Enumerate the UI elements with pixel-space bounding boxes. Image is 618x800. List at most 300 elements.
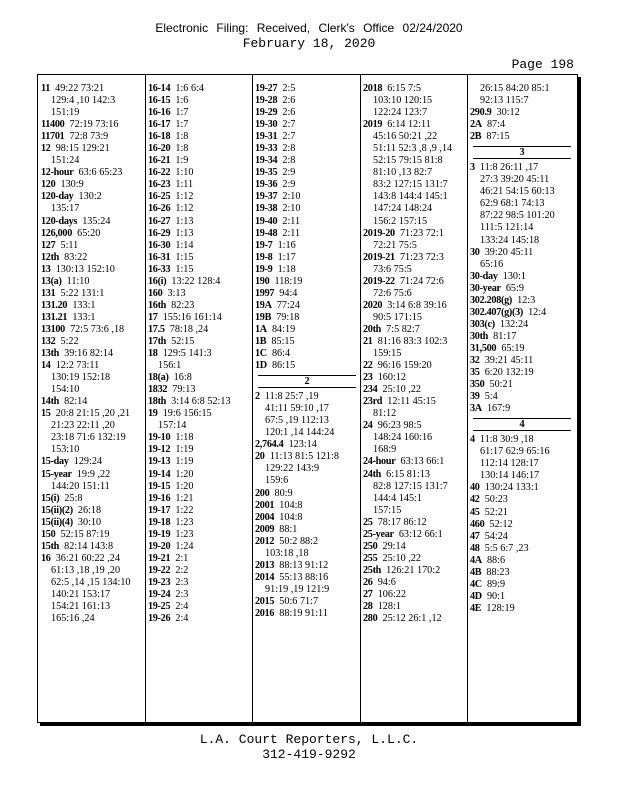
- index-entry: [470, 494, 574, 506]
- index-term: 4A: [470, 554, 482, 566]
- index-term: 3A: [470, 403, 482, 415]
- index-entry-continuation: [363, 131, 466, 143]
- page-line-refs: 25:12 26:1 ,12: [382, 613, 442, 625]
- page-line-refs: 144:4 145:1: [373, 492, 422, 504]
- index-term: 16-29: [148, 227, 171, 239]
- index-term: 27: [363, 588, 373, 600]
- index-entry: [470, 283, 574, 295]
- index-entry: [148, 300, 251, 312]
- index-entry: [255, 512, 359, 524]
- page-line-refs: 135:17: [51, 203, 80, 215]
- page-line-refs: 130:24 133:1: [484, 482, 539, 494]
- page-line-refs: 12:2 73:11: [55, 360, 100, 372]
- index-term: 16-27: [148, 215, 171, 227]
- index-entry: [363, 372, 466, 384]
- page-line-refs: 11:8 26:11 ,17: [479, 162, 539, 174]
- index-entry: [470, 591, 574, 603]
- index-column-1: [41, 83, 142, 718]
- page-line-refs: 1:23: [175, 528, 194, 540]
- page-line-refs: 62:9 68:1 74:13: [480, 198, 545, 210]
- page-line-refs: 96:23 98:5: [377, 420, 422, 432]
- index-entry: [363, 228, 466, 240]
- index-term: 19-40: [255, 215, 278, 227]
- page-line-refs: 61:13 ,18 ,19 ,20: [51, 564, 121, 576]
- page-line-refs: 50:2 88:2: [279, 535, 319, 547]
- index-entry-continuation: [363, 481, 466, 493]
- page-line-refs: 1:6: [175, 95, 189, 107]
- index-entry-continuation: [41, 432, 142, 444]
- page-line-refs: 156:2 157:15: [373, 215, 428, 227]
- index-entry: [148, 216, 251, 228]
- section-header: 3: [473, 146, 571, 159]
- index-term: 19-33: [255, 143, 278, 155]
- page-line-refs: 81:10 ,13 82:7: [373, 167, 433, 179]
- index-entry: [255, 324, 359, 336]
- index-term: 21: [363, 335, 373, 347]
- index-entry: [363, 517, 466, 529]
- index-entry: [148, 276, 251, 288]
- page-line-refs: 65:16: [480, 258, 504, 270]
- index-term: 2B: [470, 131, 482, 143]
- index-entry: [41, 324, 142, 336]
- index-entry: [363, 553, 466, 565]
- index-term: 16-15: [148, 95, 171, 107]
- index-entry-continuation: [470, 235, 574, 247]
- page-line-refs: 23:18 71:6 132:19: [51, 432, 126, 444]
- index-term: 16-25: [148, 191, 171, 203]
- index-entry: [470, 391, 574, 403]
- index-term: 160: [148, 287, 163, 299]
- index-term: 47: [470, 530, 480, 542]
- page-line-refs: 1:15: [175, 263, 194, 275]
- page-line-refs: 3:13: [167, 287, 186, 299]
- index-entry: [470, 519, 574, 531]
- page-line-refs: 3:14 6:8 39:16: [387, 299, 447, 311]
- index-entry: [470, 131, 574, 143]
- page-line-refs: 1:7: [175, 119, 189, 131]
- index-entry: [255, 167, 359, 179]
- page-line-refs: 1:12: [175, 203, 194, 215]
- index-term: 1832: [148, 384, 168, 396]
- page-line-refs: 71:23 72:1: [399, 227, 444, 239]
- index-entry-continuation: [363, 167, 466, 179]
- section-header: 4: [473, 418, 571, 431]
- page-line-refs: 12:4: [528, 306, 547, 318]
- page-line-refs: 26:15 84:20 85:1: [480, 83, 550, 94]
- page-line-refs: 130:1: [502, 270, 526, 282]
- index-term: 19-8: [255, 251, 273, 263]
- index-entry-continuation: [41, 481, 142, 493]
- index-column-3: [255, 83, 359, 718]
- index-entry-continuation: [363, 444, 466, 456]
- index-term: 2: [255, 391, 260, 403]
- page-line-refs: 128:19: [486, 602, 515, 614]
- page-line-refs: 25:10 ,22: [382, 552, 421, 564]
- index-entry: [41, 517, 142, 529]
- reporter-company: L.A. Court Reporters, L.L.C.: [199, 732, 419, 747]
- index-term: 19-15: [148, 480, 171, 492]
- index-entry: [255, 252, 359, 264]
- page-line-refs: 11:13 81:5 121:8: [269, 451, 339, 463]
- index-entry: [41, 276, 142, 288]
- index-term: 131.20: [41, 299, 68, 311]
- index-term: 1B: [255, 335, 267, 347]
- index-term: 20th: [363, 323, 382, 335]
- index-term: 19-29: [255, 107, 278, 119]
- page-line-refs: 130:13 152:10: [55, 263, 115, 275]
- index-term: 18: [148, 348, 158, 360]
- page-line-refs: 6:15 81:13: [386, 468, 431, 480]
- index-term: 19-13: [148, 456, 171, 468]
- index-entry: [255, 500, 359, 512]
- page-line-refs: 1:21: [175, 492, 194, 504]
- index-entry: [470, 543, 574, 555]
- index-entry: [363, 324, 466, 336]
- page-number: Page 198: [511, 57, 574, 72]
- page-line-refs: 12:3: [517, 294, 536, 306]
- page-line-refs: 133:1: [72, 299, 96, 311]
- index-term: 19-7: [255, 239, 273, 251]
- index-term: 18th: [148, 396, 167, 408]
- page-line-refs: 151:24: [51, 155, 80, 167]
- index-term: 19B: [255, 311, 272, 323]
- index-term: 13(a): [41, 275, 62, 287]
- index-entry: [255, 203, 359, 215]
- index-entry: [41, 83, 142, 95]
- page-line-refs: 2:7: [282, 131, 296, 143]
- word-index-box: [37, 74, 578, 723]
- page-line-refs: 88:23: [486, 566, 510, 578]
- page-line-refs: 156:1: [158, 360, 182, 372]
- index-entry: [41, 541, 142, 553]
- page-line-refs: 82:14 143:8: [64, 540, 114, 552]
- page-line-refs: 88:13 91:12: [279, 559, 329, 571]
- column-divider: [467, 75, 468, 722]
- index-entry: [363, 252, 466, 264]
- index-term: 25th: [363, 564, 382, 576]
- index-entry: [148, 505, 251, 517]
- index-entry: [255, 336, 359, 348]
- index-entry-continuation: [41, 107, 142, 119]
- index-entry: [41, 143, 142, 155]
- index-term: 16-22: [148, 167, 171, 179]
- index-entry: [148, 553, 251, 565]
- index-entry: [255, 107, 359, 119]
- index-entry-continuation: [41, 384, 142, 396]
- page-line-refs: 103:18 ,18: [265, 547, 309, 559]
- page-line-refs: 11:8 30:9 ,18: [479, 434, 534, 446]
- index-term: 14th: [41, 396, 60, 408]
- index-term: 19-10: [148, 432, 171, 444]
- index-entry: [41, 336, 142, 348]
- index-term: 18(a): [148, 372, 169, 384]
- index-term: 14: [41, 360, 51, 372]
- index-entry-continuation: [470, 446, 574, 458]
- index-entry: [148, 240, 251, 252]
- page-line-refs: 87:4: [486, 119, 506, 131]
- index-entry: [255, 488, 359, 500]
- page-line-refs: 2:6: [282, 95, 296, 107]
- index-term: 127: [41, 239, 56, 251]
- index-entry: [148, 444, 251, 456]
- page-line-refs: 46:21 54:15 60:13: [480, 186, 555, 198]
- page-line-refs: 91:19 ,19 121:9: [265, 583, 330, 595]
- page-line-refs: 118:19: [274, 275, 303, 287]
- page-line-refs: 72:8 73:9: [69, 131, 109, 143]
- index-entry-continuation: [255, 427, 359, 439]
- page-line-refs: 86:4: [271, 348, 291, 360]
- page-line-refs: 90:1: [486, 590, 506, 602]
- index-entry-continuation: [41, 444, 142, 456]
- index-entry: [470, 319, 574, 331]
- page-line-refs: 112:14 128:17: [480, 458, 539, 470]
- index-term: 2004: [255, 511, 275, 523]
- page-line-refs: 50:6 71:7: [279, 595, 319, 607]
- index-entry: [148, 396, 251, 408]
- page-line-refs: 111:5 121:14: [480, 222, 534, 234]
- page-line-refs: 1:8: [175, 131, 189, 143]
- index-term: 2019-20: [363, 227, 395, 239]
- index-entry: [470, 107, 574, 119]
- index-entry: [255, 360, 359, 372]
- index-term: 2020: [363, 299, 383, 311]
- index-term: 11701: [41, 131, 65, 143]
- index-entry: [255, 155, 359, 167]
- index-term: 30th: [470, 330, 489, 342]
- index-term: 2016: [255, 607, 275, 619]
- index-entry: [41, 288, 142, 300]
- index-term: 19-28: [255, 95, 278, 107]
- page-line-refs: 62:5 ,14 ,15 134:10: [51, 576, 131, 588]
- index-entry-continuation: [363, 264, 466, 276]
- index-entry: [148, 131, 251, 143]
- page-line-refs: 11:8 25:7 ,19: [264, 391, 319, 403]
- page-line-refs: 80:9: [274, 487, 293, 499]
- section-header: 2: [258, 375, 356, 388]
- index-entry: [148, 481, 251, 493]
- page-line-refs: 165:16 ,24: [51, 613, 95, 625]
- index-term: 13: [41, 263, 51, 275]
- index-entry: [255, 596, 359, 608]
- index-entry: [470, 555, 574, 567]
- index-entry: [41, 252, 142, 264]
- page-line-refs: 1:22: [175, 504, 194, 516]
- page-line-refs: 135:24: [82, 215, 111, 227]
- page-line-refs: 52:15 87:19: [60, 528, 110, 540]
- index-entry: [255, 560, 359, 572]
- index-entry: [255, 300, 359, 312]
- page-line-refs: 61:17 62:9 65:16: [480, 446, 550, 458]
- page-line-refs: 129:4 ,10 142:3: [51, 95, 116, 107]
- index-entry: [363, 119, 466, 131]
- index-entry-continuation: [41, 565, 142, 577]
- index-term: 132: [41, 335, 56, 347]
- index-term: 39: [470, 391, 480, 403]
- index-term: 15-day: [41, 456, 69, 468]
- page-line-refs: 19:9 ,22: [76, 468, 111, 480]
- page-line-refs: 84:19: [271, 323, 296, 335]
- index-term: 19A: [255, 299, 272, 311]
- page-line-refs: 50:21: [489, 379, 513, 391]
- page-line-refs: 2:8: [282, 143, 296, 155]
- index-term: 16-33: [148, 263, 171, 275]
- index-entry: [148, 408, 251, 420]
- index-entry: [255, 191, 359, 203]
- index-entry: [41, 529, 142, 541]
- index-entry: [41, 456, 142, 468]
- index-entry: [148, 191, 251, 203]
- index-entry-continuation: [363, 505, 466, 517]
- index-entry-continuation: [255, 475, 359, 487]
- page-line-refs: 96:16 159:20: [377, 360, 432, 372]
- page-line-refs: 67:5 ,19 112:13: [265, 415, 329, 427]
- page-line-refs: 160:12: [377, 372, 406, 384]
- index-entry: [41, 348, 142, 360]
- index-entry: [148, 589, 251, 601]
- index-term: 25-year: [363, 528, 394, 540]
- page-line-refs: 39:21 45:11: [484, 354, 534, 366]
- index-term: 24th: [363, 468, 382, 480]
- page-line-refs: 2:8: [282, 155, 296, 167]
- index-entry: [255, 216, 359, 228]
- index-entry-continuation: [41, 420, 142, 432]
- index-term: 2009: [255, 523, 275, 535]
- index-entry: [148, 384, 251, 396]
- index-entry: [363, 420, 466, 432]
- index-term: 17.5: [148, 323, 165, 335]
- index-entry: [41, 553, 142, 565]
- index-term: 19-31: [255, 131, 278, 143]
- index-entry: [470, 434, 574, 446]
- index-entry-continuation: [470, 458, 574, 470]
- index-term: 19-18: [148, 516, 171, 528]
- index-entry: [470, 367, 574, 379]
- index-entry: [255, 131, 359, 143]
- index-term: 2013: [255, 559, 275, 571]
- index-term: 45: [470, 506, 480, 518]
- index-entry: [41, 493, 142, 505]
- index-term: 19-22: [148, 564, 171, 576]
- index-entry: [470, 307, 574, 319]
- index-term: 24: [363, 420, 373, 432]
- index-term: 13100: [41, 323, 65, 335]
- index-entry-continuation: [41, 601, 142, 613]
- page-line-refs: 104:8: [279, 499, 303, 511]
- index-term: 16-18: [148, 131, 171, 143]
- page-line-refs: 130:9: [60, 179, 84, 191]
- filing-stamp: Electronic Filing: Received, Clerk's Office 02/24/2020: [155, 21, 463, 35]
- index-term: 13th: [41, 348, 60, 360]
- index-entry: [470, 271, 574, 283]
- page-line-refs: 86:15: [271, 360, 296, 372]
- index-term: 19-17: [148, 504, 171, 516]
- index-term: 19-25: [148, 601, 171, 613]
- index-entry: [148, 155, 251, 167]
- page-line-refs: 11:10: [66, 275, 90, 287]
- index-entry: [470, 355, 574, 367]
- index-entry: [470, 119, 574, 131]
- index-term: 19-14: [148, 468, 171, 480]
- page-line-refs: 83:22: [64, 251, 88, 263]
- index-term: 150: [41, 528, 56, 540]
- page-line-refs: 157:15: [373, 504, 402, 516]
- index-term: 16th: [148, 299, 167, 311]
- page-line-refs: 39:20 45:11: [484, 246, 534, 258]
- index-term: 234: [363, 384, 378, 396]
- index-entry: [148, 601, 251, 613]
- page-line-refs: 39:16 82:14: [64, 348, 114, 360]
- index-entry-continuation: [363, 143, 466, 155]
- index-term: 12th: [41, 251, 60, 263]
- index-entry: [148, 565, 251, 577]
- index-term: 24-hour: [363, 456, 396, 468]
- index-term: 16-20: [148, 143, 171, 155]
- page-line-refs: 92:13 115:7: [480, 95, 529, 107]
- column-divider: [252, 75, 253, 722]
- page-line-refs: 1:19: [175, 456, 194, 468]
- index-entry-continuation: [470, 186, 574, 198]
- index-term: 30: [470, 246, 480, 258]
- transcript-date: February 18, 2020: [242, 36, 376, 51]
- page-line-refs: 81:12: [373, 408, 397, 420]
- index-entry-continuation: [470, 210, 574, 222]
- page-line-refs: 130:19 152:18: [51, 372, 111, 384]
- index-entry-continuation: [363, 240, 466, 252]
- index-entry: [255, 524, 359, 536]
- page-line-refs: 2:5: [282, 83, 296, 94]
- page-line-refs: 65:19: [501, 342, 525, 354]
- index-entry-continuation: [363, 348, 466, 360]
- index-term: 2A: [470, 119, 482, 131]
- index-entry: [148, 541, 251, 553]
- page-line-refs: 1:9: [175, 155, 189, 167]
- index-entry-continuation: [255, 415, 359, 427]
- index-term: 30-day: [470, 270, 498, 282]
- page-line-refs: 120:1 ,14 144:24: [265, 427, 335, 439]
- index-column-4: [363, 83, 466, 718]
- page-line-refs: 6:15 7:5: [387, 83, 421, 94]
- index-entry-continuation: [41, 613, 142, 625]
- index-term: 19-12: [148, 444, 171, 456]
- page-line-refs: 148:24 160:16: [373, 432, 433, 444]
- index-entry: [148, 493, 251, 505]
- index-entry: [148, 95, 251, 107]
- page-line-refs: 1:8: [175, 143, 189, 155]
- index-term: 19-34: [255, 155, 278, 167]
- index-term: 200: [255, 487, 270, 499]
- index-term: 280: [363, 613, 378, 625]
- index-term: 12: [41, 143, 51, 155]
- index-term: 2015: [255, 595, 275, 607]
- index-entry: [148, 203, 251, 215]
- index-term: 16-21: [148, 155, 171, 167]
- page-line-refs: 5:22: [60, 335, 79, 347]
- page-line-refs: 130:2: [78, 191, 102, 203]
- page-line-refs: 1:20: [175, 468, 194, 480]
- page-line-refs: 1:13: [175, 227, 194, 239]
- index-entry-continuation: [363, 203, 466, 215]
- page-line-refs: 1:6 6:4: [175, 83, 204, 94]
- index-entry: [148, 252, 251, 264]
- index-entry-continuation: [41, 372, 142, 384]
- index-entry: [148, 372, 251, 384]
- index-entry: [41, 216, 142, 228]
- page-line-refs: 2:3: [175, 588, 189, 600]
- index-term: 11400: [41, 119, 65, 131]
- page-line-refs: 1:24: [175, 540, 194, 552]
- index-entry: [470, 531, 574, 543]
- index-term: 460: [470, 518, 485, 530]
